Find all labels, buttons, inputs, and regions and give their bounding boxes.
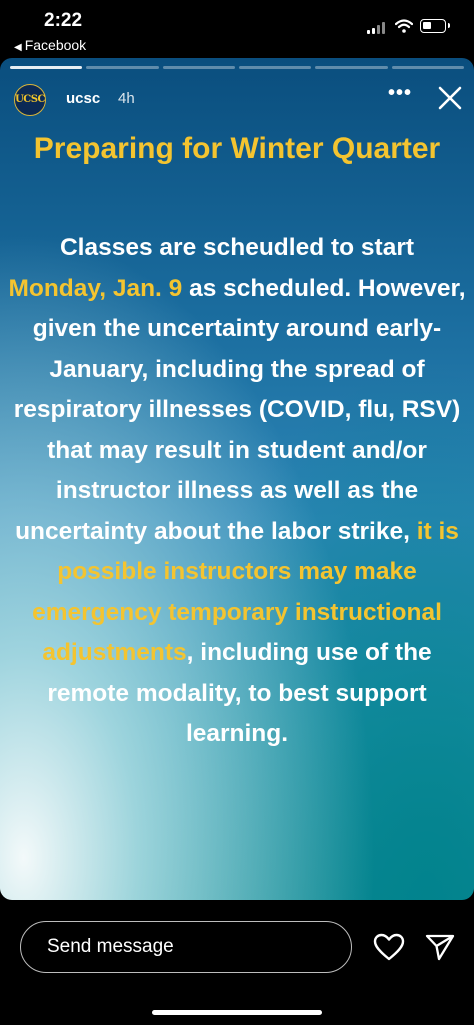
status-time: 2:22 <box>44 10 83 31</box>
body-highlight-date: Monday, Jan. 9 <box>8 274 183 302</box>
progress-segment <box>86 66 158 69</box>
body-part: , including use of the remote modality, to best support learning. <box>47 639 432 747</box>
cellular-signal-icon <box>367 22 387 34</box>
story-body-text <box>8 228 466 755</box>
body-highlight-notice: it is possible instructors may make emergency temporary instructional adjustments <box>32 517 459 666</box>
progress-segment <box>10 66 82 69</box>
heart-icon[interactable] <box>373 933 405 961</box>
back-arrow-icon: ◀ <box>14 42 22 53</box>
account-avatar[interactable]: UCSC <box>14 84 46 116</box>
send-message-input[interactable]: Send message <box>20 921 352 973</box>
reply-bar <box>0 905 474 1025</box>
account-handle[interactable]: ucsc <box>66 90 101 107</box>
home-indicator <box>152 1010 322 1015</box>
story-title: Preparing for Winter Quarter <box>33 132 441 165</box>
back-app-label: Facebook <box>24 37 87 53</box>
story-progress <box>10 66 464 69</box>
story-viewer[interactable] <box>0 58 474 900</box>
close-icon[interactable] <box>436 84 464 112</box>
back-to-app-link[interactable] <box>14 37 86 53</box>
status-bar <box>0 0 474 56</box>
body-part: as scheduled. However, given the uncertainty around early-January, including the spread of respiratory illnesses (COVID, flu, RSV) that may result in student and/or instructor illness as well as the uncertainty about the labor strike, <box>13 274 466 545</box>
wifi-icon <box>395 19 413 33</box>
progress-segment <box>315 66 387 69</box>
progress-segment <box>392 66 464 69</box>
progress-segment <box>163 66 235 69</box>
ellipsis-icon[interactable]: ••• <box>388 82 413 104</box>
battery-icon <box>420 19 446 33</box>
paper-plane-icon[interactable] <box>425 933 455 961</box>
post-age: 4h <box>118 90 135 107</box>
progress-segment <box>239 66 311 69</box>
body-part: Classes are scheudled to start <box>59 234 415 261</box>
